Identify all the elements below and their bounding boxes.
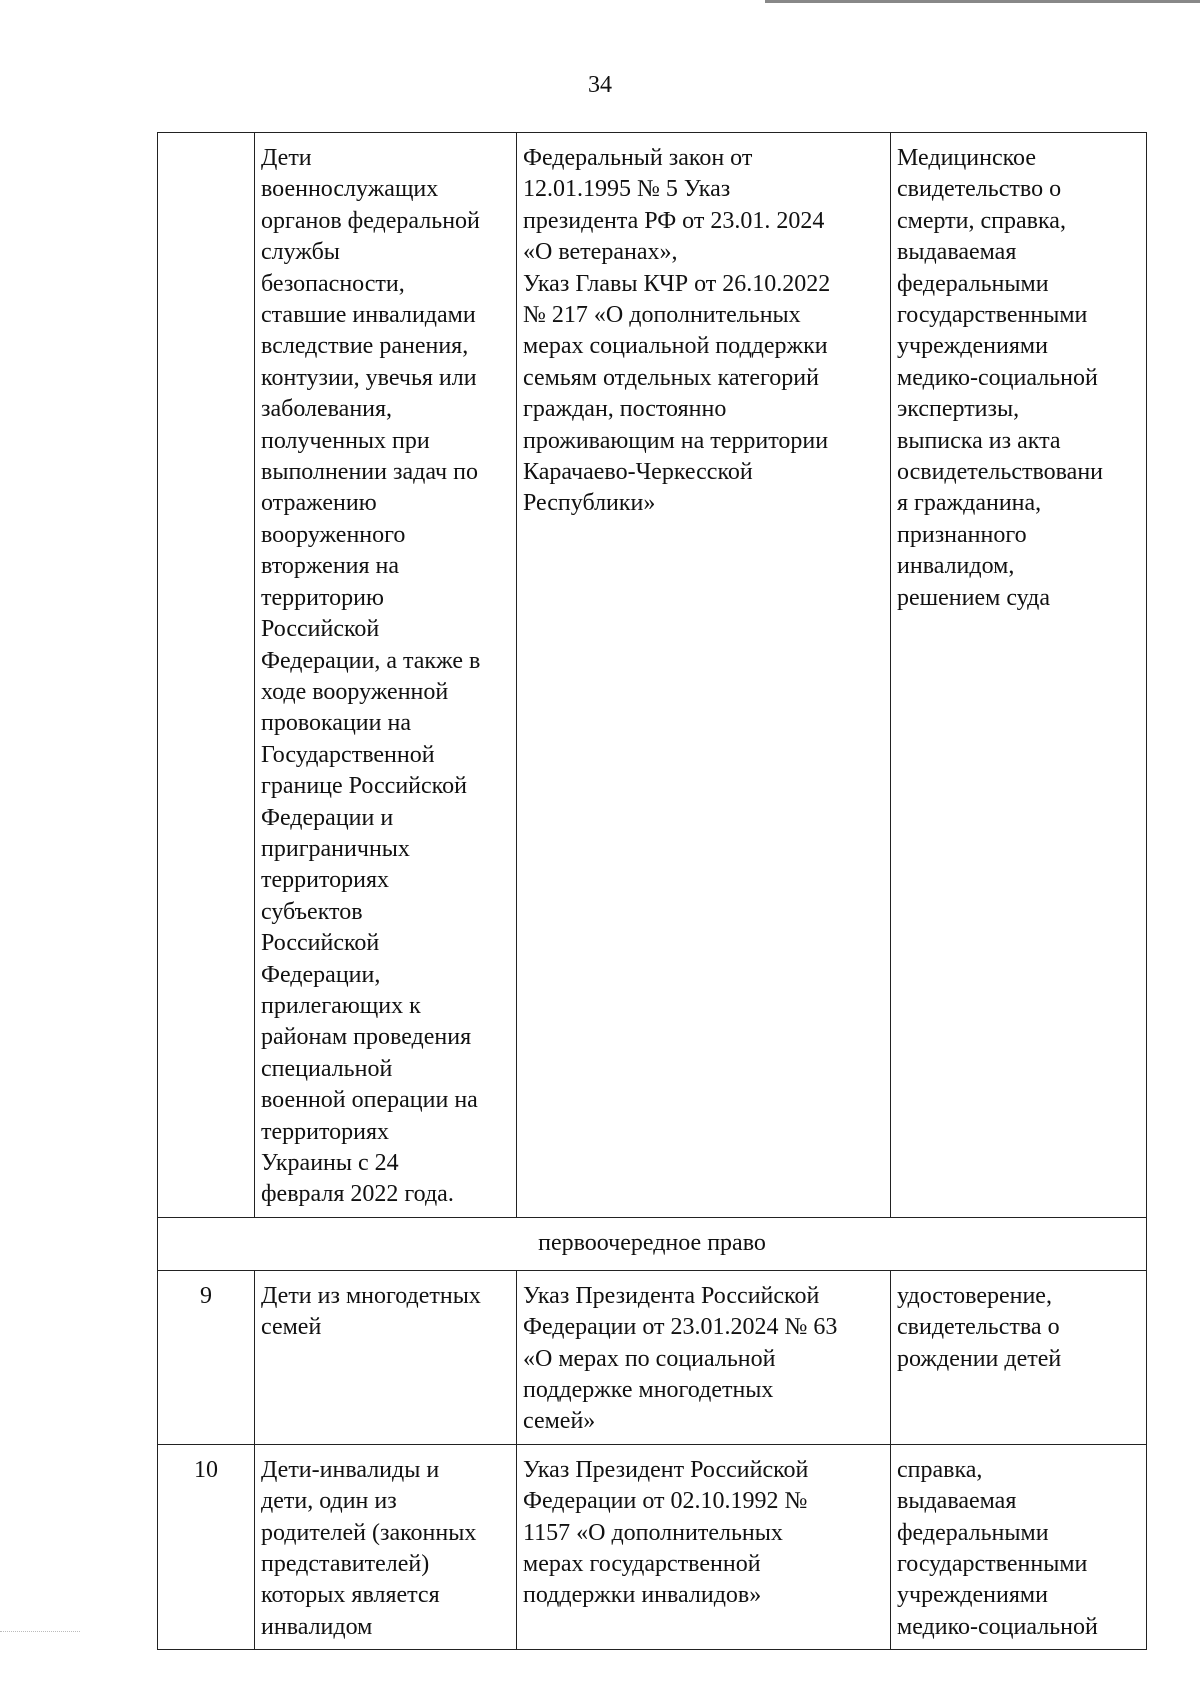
- documents-cell: справка, выдаваемая федеральными государственными учреждениями медико-социальной: [891, 1444, 1147, 1649]
- section-heading: первоочередное право: [158, 1217, 1147, 1270]
- benefits-table: [157, 132, 1147, 1650]
- table-row: [158, 1270, 1147, 1444]
- category-cell: Дети-инвалиды и дети, один из родителей (законных представителей) которых является инвалидом: [255, 1444, 517, 1649]
- section-row: [158, 1217, 1147, 1270]
- row-number-cell: [158, 133, 255, 1218]
- category-cell: Дети из многодетных семей: [255, 1270, 517, 1444]
- legal-basis-cell: Федеральный закон от 12.01.1995 № 5 Указ президента РФ от 23.01. 2024 «О ветеранах», Указ Главы КЧР от 26.10.2022 № 217 «О дополнительных мерах социальной поддержки семьям отдельных категорий граждан, постоянно проживающим на территории Карачаево-Черкесской Республики»: [517, 133, 891, 1218]
- row-number-cell: 9: [158, 1270, 255, 1444]
- scan-edge-line: [765, 0, 1200, 3]
- table-row: [158, 133, 1147, 1218]
- documents-cell: удостоверение, свидетельства о рождении детей: [891, 1270, 1147, 1444]
- table-row: [158, 1444, 1147, 1649]
- row-number-cell: 10: [158, 1444, 255, 1649]
- page-number: 34: [588, 72, 612, 98]
- scan-artifact: [0, 1631, 80, 1632]
- legal-basis-cell: Указ Президента Российской Федерации от 23.01.2024 № 63 «О мерах по социальной поддержке многодетных семей»: [517, 1270, 891, 1444]
- category-cell: Дети военнослужащих органов федеральной службы безопасности, ставшие инвалидами вследствие ранения, контузии, увечья или заболевания, полученных при выполнении задач по отражению вооруженного вторжения на территорию Российской Федерации, а также в ходе вооруженной провокации на Государственной границе Российской Федерации и приграничных территориях субъектов Российской Федерации, прилегающих к районам проведения специальной военной операции на территориях Украины с 24 февраля 2022 года.: [255, 133, 517, 1218]
- legal-basis-cell: Указ Президент Российской Федерации от 02.10.1992 № 1157 «О дополнительных мерах государственной поддержки инвалидов»: [517, 1444, 891, 1649]
- documents-cell: Медицинское свидетельство о смерти, справка, выдаваемая федеральными государственными учреждениями медико-социальной экспертизы, выписка из акта освидетельствовани я гражданина, признанного инвалидом, решением суда: [891, 133, 1147, 1218]
